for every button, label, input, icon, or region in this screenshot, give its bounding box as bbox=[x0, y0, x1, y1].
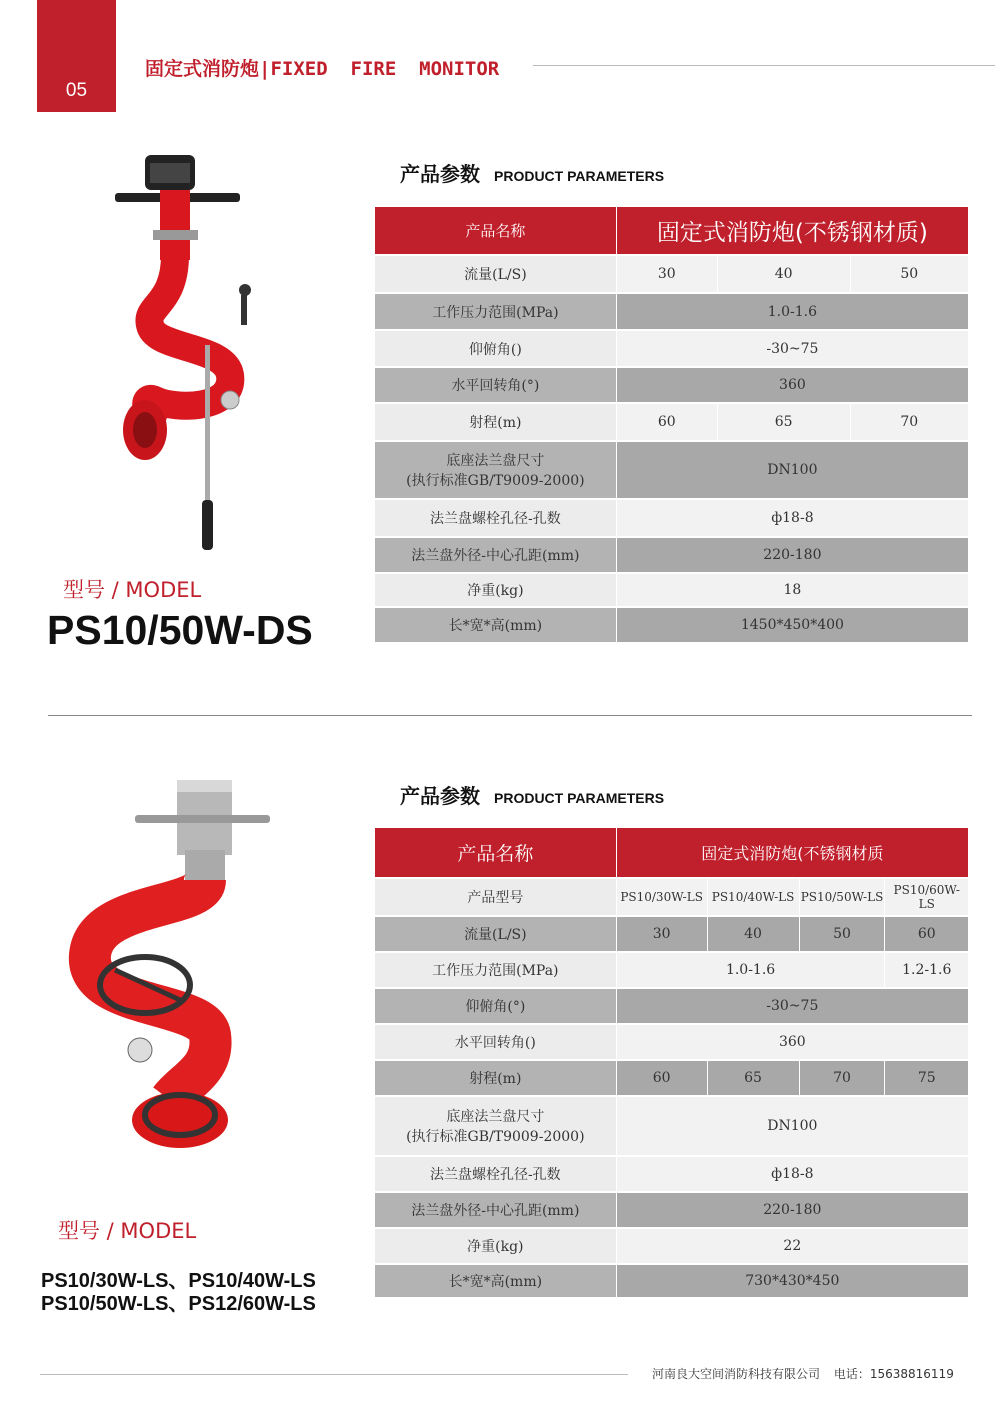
table-row-flange bbox=[375, 441, 969, 499]
table-row-elevation bbox=[375, 988, 969, 1024]
table-row-pressure bbox=[375, 293, 969, 330]
header-rule bbox=[533, 65, 995, 66]
row-label bbox=[375, 1096, 617, 1156]
table-row-rotation bbox=[375, 367, 969, 403]
table-header-row bbox=[375, 828, 969, 878]
header-name-label: 产品名称 bbox=[375, 207, 617, 255]
cell-value: -30~75 bbox=[616, 330, 968, 367]
cell-value: 1.0-1.6 bbox=[616, 293, 968, 330]
cell-value: 18 bbox=[616, 573, 968, 607]
page-title-en: |FIXED FIRE MONITOR bbox=[259, 58, 500, 80]
cell-value: 60 bbox=[616, 403, 717, 441]
cell-value: 220-180 bbox=[616, 537, 968, 573]
table-row-weight bbox=[375, 1228, 969, 1264]
cell-value: 1450*450*400 bbox=[616, 607, 968, 643]
model-names-line-2: PS10/50W-LS、PS12/60W-LS bbox=[41, 1293, 316, 1315]
row-label: 法兰盘螺栓孔径-孔数 bbox=[375, 499, 617, 537]
row-label: 产品型号 bbox=[375, 878, 617, 916]
cell-value: 360 bbox=[616, 367, 968, 403]
cell-value: -30~75 bbox=[616, 988, 968, 1024]
section-title-2 bbox=[400, 780, 664, 809]
cell-value: DN100 bbox=[616, 441, 968, 499]
page-title-cn: 固定式消防炮 bbox=[145, 58, 260, 80]
row-label: 射程(m) bbox=[375, 1060, 617, 1096]
fire-monitor-image-1 bbox=[105, 155, 255, 555]
table-row-range bbox=[375, 403, 969, 441]
phone-number: 电话：15638816119 bbox=[833, 1367, 954, 1381]
table-row-size bbox=[375, 1264, 969, 1298]
cell-value: 22 bbox=[616, 1228, 968, 1264]
cell-value: DN100 bbox=[616, 1096, 968, 1156]
row-label: 工作压力范围(MPa) bbox=[375, 952, 617, 988]
row-label: 流量(L/S) bbox=[375, 255, 617, 293]
section-title-en: PRODUCT PARAMETERS bbox=[494, 790, 665, 806]
model-names-line-1: PS10/30W-LS、PS10/40W-LS bbox=[41, 1270, 316, 1292]
section-divider bbox=[48, 715, 972, 716]
cell-value: 60 bbox=[616, 1060, 707, 1096]
flange-label-line2: (执行标准GB/T9009-2000) bbox=[406, 1129, 585, 1145]
row-label: 法兰盘外径-中心孔距(mm) bbox=[375, 537, 617, 573]
cell-value: PS10/50W-LS bbox=[799, 878, 885, 916]
page-number-box bbox=[37, 0, 116, 112]
cell-value: ф18-8 bbox=[616, 499, 968, 537]
row-label: 水平回转角() bbox=[375, 1024, 617, 1060]
table-row-pressure bbox=[375, 952, 969, 988]
row-label: 仰俯角(°) bbox=[375, 988, 617, 1024]
cell-value: 1.2-1.6 bbox=[885, 952, 968, 988]
table-row-bolt bbox=[375, 499, 969, 537]
cell-value: 30 bbox=[616, 255, 717, 293]
section-title-en: PRODUCT PARAMETERS bbox=[494, 168, 665, 184]
model-label-1: 型号 / MODEL bbox=[63, 578, 202, 602]
row-label: 法兰盘外径-中心孔距(mm) bbox=[375, 1192, 617, 1228]
table-row-flow bbox=[375, 255, 969, 293]
table-header-row bbox=[375, 207, 969, 255]
row-label: 长*宽*高(mm) bbox=[375, 1264, 617, 1298]
table-row-range bbox=[375, 1060, 969, 1096]
row-label: 射程(m) bbox=[375, 403, 617, 441]
header-name-value: 固定式消防炮(不锈钢材质) bbox=[616, 207, 968, 255]
table-row-weight bbox=[375, 573, 969, 607]
model-name-1: PS10/50W-DS bbox=[47, 607, 313, 653]
cell-value: 30 bbox=[616, 916, 707, 952]
cell-value: ф18-8 bbox=[616, 1156, 968, 1192]
cell-value: 1.0-1.6 bbox=[616, 952, 885, 988]
flange-label-line1: 底座法兰盘尺寸 bbox=[446, 453, 545, 469]
cell-value: 40 bbox=[717, 255, 850, 293]
table-row-bolt bbox=[375, 1156, 969, 1192]
company-name: 河南良大空间消防科技有限公司 bbox=[652, 1367, 821, 1381]
table-row-elevation bbox=[375, 330, 969, 367]
header-name-value: 固定式消防炮(不锈钢材质 bbox=[616, 828, 968, 878]
cell-value: 70 bbox=[850, 403, 968, 441]
table-row-model bbox=[375, 878, 969, 916]
footer-rule bbox=[40, 1374, 628, 1375]
row-label bbox=[375, 441, 617, 499]
row-label: 法兰盘螺栓孔径-孔数 bbox=[375, 1156, 617, 1192]
row-label: 净重(kg) bbox=[375, 1228, 617, 1264]
row-label: 仰俯角() bbox=[375, 330, 617, 367]
cell-value: PS10/60W-LS bbox=[885, 878, 968, 916]
table-row-size bbox=[375, 607, 969, 643]
page-title bbox=[145, 54, 499, 81]
cell-value: 75 bbox=[885, 1060, 968, 1096]
cell-value: PS10/40W-LS bbox=[707, 878, 799, 916]
row-label: 净重(kg) bbox=[375, 573, 617, 607]
table-row-rotation bbox=[375, 1024, 969, 1060]
fire-monitor-image-2 bbox=[65, 780, 280, 1155]
params-table-2 bbox=[374, 828, 968, 1299]
model-label-2: 型号 / MODEL bbox=[58, 1219, 197, 1243]
flange-label-line1: 底座法兰盘尺寸 bbox=[446, 1109, 545, 1125]
cell-value: 70 bbox=[799, 1060, 885, 1096]
row-label: 工作压力范围(MPa) bbox=[375, 293, 617, 330]
footer-contact bbox=[652, 1365, 954, 1382]
cell-value: 360 bbox=[616, 1024, 968, 1060]
cell-value: 50 bbox=[799, 916, 885, 952]
section-title-cn: 产品参数 bbox=[400, 784, 480, 808]
cell-value: 220-180 bbox=[616, 1192, 968, 1228]
page-number: 05 bbox=[65, 80, 88, 101]
section-title-1 bbox=[400, 158, 664, 187]
params-table-1 bbox=[374, 207, 968, 644]
section-title-cn: 产品参数 bbox=[400, 162, 480, 186]
row-label: 长*宽*高(mm) bbox=[375, 607, 617, 643]
row-label: 水平回转角(°) bbox=[375, 367, 617, 403]
cell-value: 65 bbox=[707, 1060, 799, 1096]
row-label: 流量(L/S) bbox=[375, 916, 617, 952]
cell-value: 50 bbox=[850, 255, 968, 293]
cell-value: 60 bbox=[885, 916, 968, 952]
table-row-flange bbox=[375, 1096, 969, 1156]
table-row-flow bbox=[375, 916, 969, 952]
header-name-label: 产品名称 bbox=[375, 828, 617, 878]
cell-value: PS10/30W-LS bbox=[616, 878, 707, 916]
cell-value: 65 bbox=[717, 403, 850, 441]
flange-label-line2: (执行标准GB/T9009-2000) bbox=[406, 473, 585, 489]
cell-value: 730*430*450 bbox=[616, 1264, 968, 1298]
table-row-outer bbox=[375, 537, 969, 573]
table-row-outer bbox=[375, 1192, 969, 1228]
cell-value: 40 bbox=[707, 916, 799, 952]
